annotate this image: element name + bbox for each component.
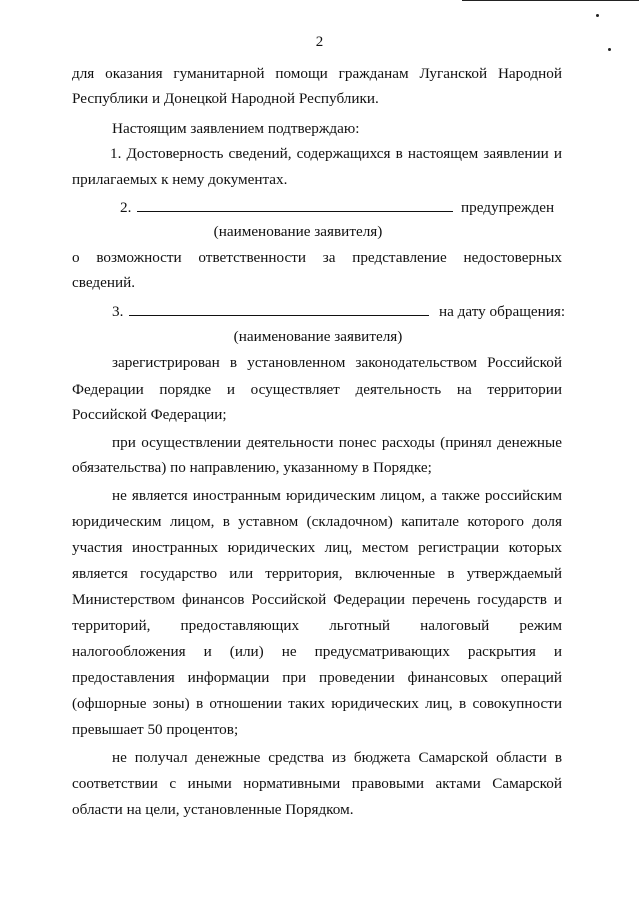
paragraph-line: для оказания гуманитарной помощи гражданам Луганской Народной: [72, 65, 562, 82]
paragraph-line: юридическим лицом, в уставном (складочном) капитале которого доля: [72, 513, 562, 530]
scan-edge-line: [462, 0, 639, 1]
paragraph-line: (офшорные зоны) в отношении таких юридических лиц, в совокупности: [72, 695, 562, 712]
paragraph-line: 1. Достоверность сведений, содержащихся в настоящем заявлении и: [110, 145, 562, 162]
paragraph-line: соответствии с иными нормативными правовыми актами Самарской: [72, 775, 562, 792]
paragraph-line: сведений.: [72, 274, 136, 291]
paragraph-line: обязательства) по направлению, указанному в Порядке;: [72, 459, 432, 476]
paragraph-line: налогообложения и (или) не предусматривающих раскрытия и: [72, 643, 562, 660]
paragraph-line: не является иностранным юридическим лицом, а также российским: [112, 487, 562, 504]
field-caption: (наименование заявителя): [233, 328, 403, 345]
scan-speck: [596, 14, 599, 17]
paragraph-line: предоставления информации при проведении финансовых операций: [72, 669, 562, 686]
paragraph-line: прилагаемых к нему документах.: [72, 171, 288, 188]
paragraph-line: является государство или территория, включенные в утверждаемый: [72, 565, 562, 582]
page-number: 2: [315, 34, 324, 50]
paragraph-line: о возможности ответственности за представление недостоверных: [72, 249, 562, 266]
field-caption: (наименование заявителя): [213, 223, 383, 240]
paragraph-line: Настоящим заявлением подтверждаю:: [112, 120, 360, 137]
blank-field: [129, 301, 429, 316]
paragraph-line: Федерации порядке и осуществляет деятельность на территории: [72, 381, 562, 398]
field-suffix: предупрежден: [460, 199, 555, 216]
item-number: 2.: [120, 199, 132, 216]
paragraph-line: превышает 50 процентов;: [72, 721, 239, 738]
blank-field: [137, 197, 453, 212]
paragraph-line: зарегистрирован в установленном законодательством Российской: [112, 354, 562, 371]
paragraph-line: области на цели, установленные Порядком.: [72, 801, 354, 818]
paragraph-line: Российской Федерации;: [72, 406, 227, 423]
item-number: 3.: [112, 303, 124, 320]
paragraph-line: Министерством финансов Российской Федерации перечень государств и: [72, 591, 562, 608]
paragraph-line: территорий, предоставляющих льготный налоговый режим: [72, 617, 562, 634]
paragraph-line: Республики и Донецкой Народной Республики.: [72, 90, 379, 107]
paragraph-line: при осуществлении деятельности понес расходы (принял денежные: [112, 434, 562, 451]
paragraph-line: не получал денежные средства из бюджета Самарской области в: [112, 749, 562, 766]
applicant-line-3: [112, 301, 566, 322]
applicant-line-2: [120, 197, 562, 218]
field-suffix: на дату обращения:: [438, 303, 566, 320]
paragraph-line: участия иностранных юридических лиц, местом регистрации которых: [72, 539, 562, 556]
